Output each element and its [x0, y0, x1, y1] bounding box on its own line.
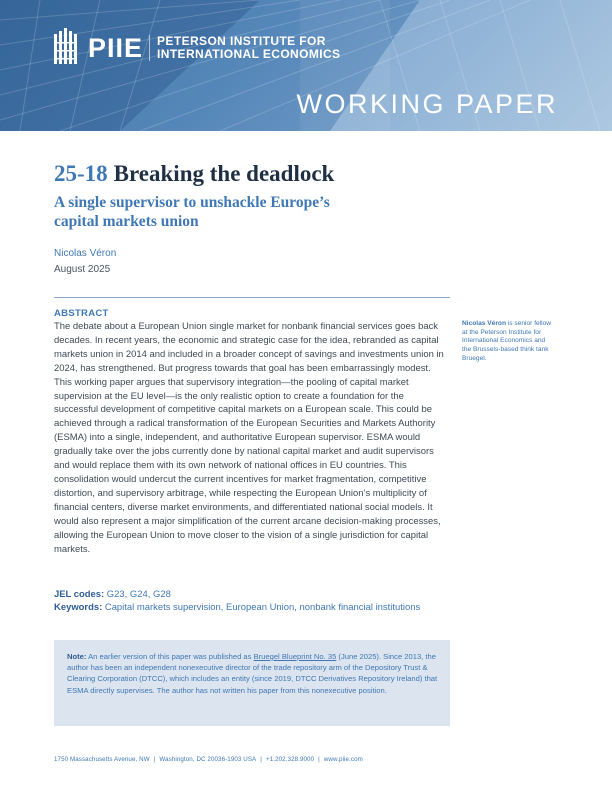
note-text-before: An earlier version of this paper was published as: [86, 652, 254, 661]
paper-subtitle: [54, 193, 374, 231]
paper-title-text: Breaking the deadlock: [113, 161, 335, 186]
footer-website-link[interactable]: www.piie.com: [323, 756, 363, 763]
footer-city: Washington, DC 20036-1903 USA: [159, 756, 257, 763]
author-bio-text: is senior fellow at the Peterson Institute for International Economics and the Brussels-based think tank Bruegel.: [462, 320, 552, 362]
jel-value: G23, G24, G28: [104, 589, 171, 600]
series-label: WORKING PAPER: [296, 89, 558, 119]
subtitle-line1: A single supervisor to unshackle Europe’s: [54, 194, 330, 211]
institute-name-line1: PETERSON INSTITUTE FOR: [157, 34, 326, 48]
header-banner: [0, 0, 612, 131]
abstract-text: The debate about a European Union single market for nonbank financial services goes back decades. In recent years, the economic and strategic case for the idea, rebranded as capital markets union in 2014 and included in a broader concept of savings and investments union in 2024, has strengthened. But progress towards that goal has been embarrassingly modest. This working paper argues that supervisory integration—the pooling of capital market supervision at the EU level—is the only realistic option to create a foundation for the successful development of competitive capital markets on a European scale. This could be achieved through a radical transformation of the European Securities and Markets Authority (ESMA) into a single, independent, and authoritative European supervisor. ESMA would gradually take over the jobs currently done by national capital market and audit supervisors and would replace them with its own network of national offices in EU countries. This consolidation would undercut the current incentives for market fragmentation, competitive distortion, and supervisory arbitrage, while respecting the European Union’s multiplicity of financial centers, diverse market environments, and differentiated national social models. It would also represent a major simplification of the current arcane decision-making processes, allowing the European Union to move closer to the vision of a single jurisdiction for capital markets.: [54, 321, 444, 555]
jel-codes: [54, 588, 450, 601]
subtitle-line2: capital markets union: [54, 213, 199, 230]
author-bio: [462, 320, 556, 364]
jel-label: JEL codes:: [54, 589, 105, 600]
logo-text: PIIE: [88, 33, 144, 63]
section-divider: [54, 297, 450, 298]
paper-number: 25-18: [54, 161, 108, 186]
footer: [54, 756, 363, 764]
piie-logo[interactable]: [54, 28, 340, 68]
keywords-label: Keywords:: [54, 602, 103, 613]
author-bio-name: Nicolas Véron: [462, 320, 506, 327]
keywords-value: Capital markets supervision, European Union, nonbank financial institutions: [102, 602, 421, 613]
note-text-after: (June 2025). Since 2013, the author has been an independent nonexecutive director of the trade repository arm of the Depository Trust & Clearing Corporation (DTCC), which includes an entity (since 2019, DTCC Derivatives Repository Ireland) that ESMA directly supervises. The author has not written his paper from this nonexecutive position.: [67, 652, 438, 695]
footer-address: 1750 Massachusetts Avenue, NW: [54, 756, 150, 763]
keywords: [54, 601, 450, 615]
paper-title: [54, 160, 554, 188]
bruegel-blueprint-link[interactable]: Bruegel Blueprint No. 35: [253, 652, 337, 661]
note-box: [54, 640, 450, 726]
logo-divider: [149, 35, 150, 61]
footer-separator: |: [318, 756, 320, 763]
abstract-heading: ABSTRACT: [54, 308, 109, 319]
piie-building-icon: [54, 28, 80, 68]
institute-name-line2: INTERNATIONAL ECONOMICS: [157, 47, 341, 61]
publication-date: August 2025: [54, 264, 111, 275]
note-label: Note:: [67, 652, 87, 661]
footer-separator: |: [260, 756, 263, 763]
footer-separator: |: [153, 756, 156, 763]
institute-name: [157, 35, 340, 61]
author-name[interactable]: Nicolas Véron: [54, 248, 117, 259]
footer-phone[interactable]: +1.202.328.9000: [266, 756, 315, 763]
